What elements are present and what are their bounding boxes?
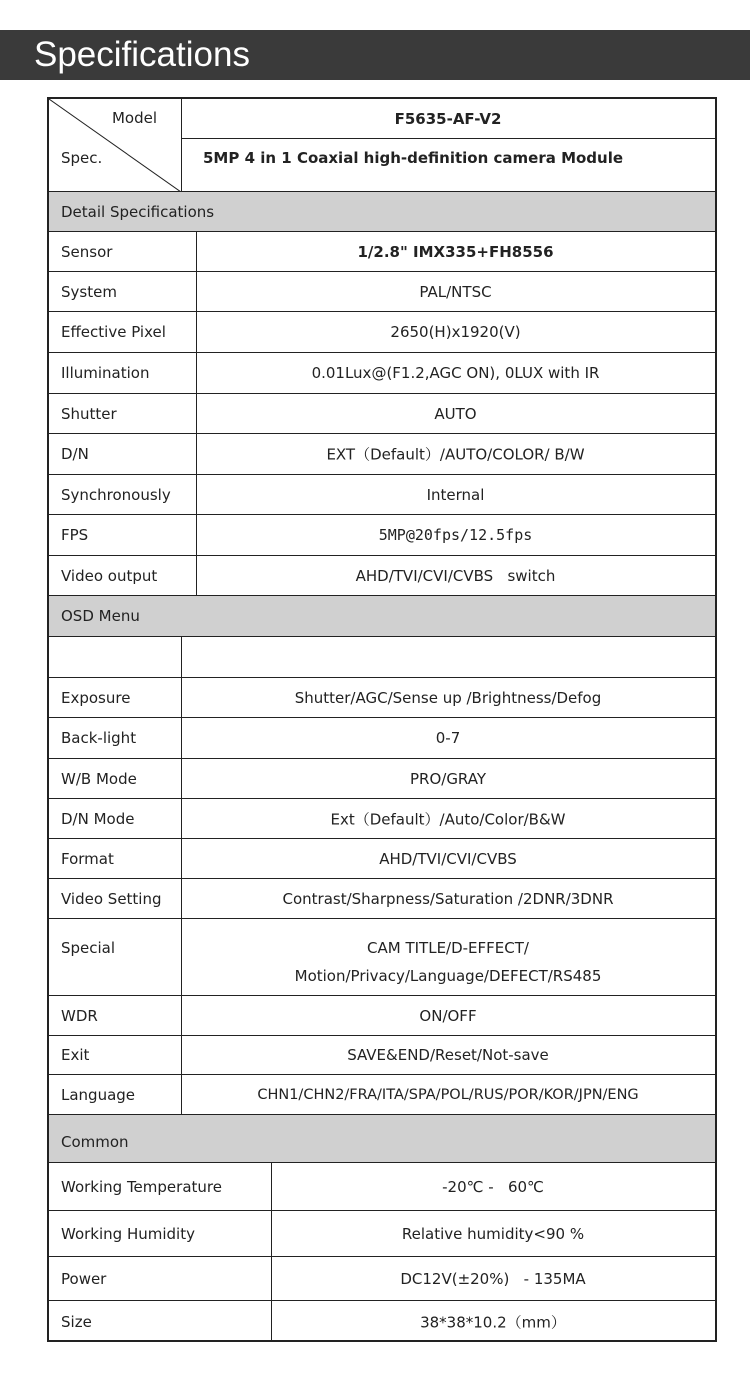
row-label: Back-light [61,729,137,747]
row-label: System [61,282,117,301]
table-row-empty [49,637,715,678]
row-value: AHD/TVI/CVI/CVBS switch [355,566,556,585]
row-label: Synchronously [61,485,171,504]
row-label: D/N [61,445,89,463]
table-row-special [49,919,715,996]
row-value: EXT（Default）/AUTO/COLOR/ B/W [326,445,585,464]
table-row [49,353,715,394]
row-label: Exit [61,1046,90,1064]
product-description: 5MP 4 in 1 Coaxial high-definition camera Module [203,149,624,167]
row-label: Shutter [61,404,117,423]
banner-title: Specifications [34,35,250,74]
row-label: Size [61,1312,92,1331]
model-value-cell [181,99,715,139]
row-value: AUTO [434,404,477,423]
column-divider [181,637,182,677]
row-value: ON/OFF [419,1006,477,1025]
table-row [49,1211,715,1257]
row-label: FPS [61,526,89,544]
row-label: Effective Pixel [61,323,166,341]
table-row [49,232,715,272]
row-value: Ext（Default）/Auto/Color/B&W [330,810,566,828]
table-row [49,394,715,434]
table-row [49,879,715,919]
row-value: DC12V(±20%) - 135MA [400,1269,586,1288]
row-value: PRO/GRAY [409,769,487,788]
row-label: W/B Mode [61,769,137,788]
row-label: WDR [61,1006,98,1025]
row-label: Sensor [61,242,113,261]
table-row [49,678,715,718]
table-row [49,515,715,556]
spec-label: Spec. [61,149,103,167]
row-value: AHD/TVI/CVI/CVBS [379,849,517,868]
table-row [49,1301,715,1342]
section-header-osd-menu [49,596,715,637]
section-title: OSD Menu [61,607,140,625]
specifications-banner [0,30,750,80]
row-value: CAM TITLE/D-EFFECT/ [367,939,529,957]
row-label: Format [61,849,114,868]
row-value: Contrast/Sharpness/Saturation /2DNR/3DNR [282,889,614,908]
table-row [49,272,715,312]
row-label: Video Setting [61,889,162,908]
table-row [49,556,715,596]
row-value: -20℃ - 60℃ [442,1177,544,1196]
row-label: Language [61,1085,136,1104]
row-value: PAL/NTSC [419,282,492,301]
table-row [49,759,715,799]
table-row [49,718,715,759]
row-label: Video output [61,566,158,585]
row-value: 5MP@20fps/12.5fps [378,526,533,544]
row-value: 1/2.8" IMX335+FH8556 [357,242,554,261]
model-label: Model [111,109,157,127]
table-row [49,1036,715,1075]
table-row [49,1163,715,1211]
row-value: Relative humidity<90 % [401,1224,585,1243]
row-value-line-2: Motion/Privacy/Language/DEFECT/RS485 [294,967,602,985]
row-label: Illumination [61,364,150,382]
row-value: 0-7 [435,729,461,747]
section-title: Common [61,1133,129,1151]
row-value: Internal [426,485,485,504]
row-label: Special [61,939,116,957]
header-block [49,99,715,192]
row-value: 38*38*10.2（mm） [420,1313,566,1331]
row-label: Power [61,1269,107,1288]
table-row [49,434,715,475]
table-row [49,839,715,879]
description-cell [181,138,715,180]
row-value: CHN1/CHN2/FRA/ITA/SPA/POL/RUS/POR/KOR/JPN/ENG [257,1086,639,1103]
model-spec-corner-cell [49,99,181,192]
section-header-common [49,1115,715,1163]
row-value: 2650(H)x1920(V) [390,323,521,341]
table-row [49,1257,715,1301]
section-title: Detail Specifications [61,202,215,221]
table-row [49,312,715,353]
table-row [49,1075,715,1115]
row-label: Working Humidity [61,1224,195,1243]
row-value: Shutter/AGC/Sense up /Brightness/Defog [294,688,602,707]
row-label: Exposure [61,688,131,707]
table-row [49,996,715,1036]
table-row [49,799,715,839]
model-value: F5635-AF-V2 [394,109,502,128]
row-label: Working Temperature [61,1177,222,1196]
row-value: 0.01Lux@(F1.2,AGC ON), 0LUX with IR [311,364,600,382]
section-header-detail-specifications [49,192,715,232]
row-label: D/N Mode [61,809,135,828]
row-value: SAVE&END/Reset/Not-save [347,1046,549,1064]
table-row [49,475,715,515]
spec-table [47,97,717,1342]
